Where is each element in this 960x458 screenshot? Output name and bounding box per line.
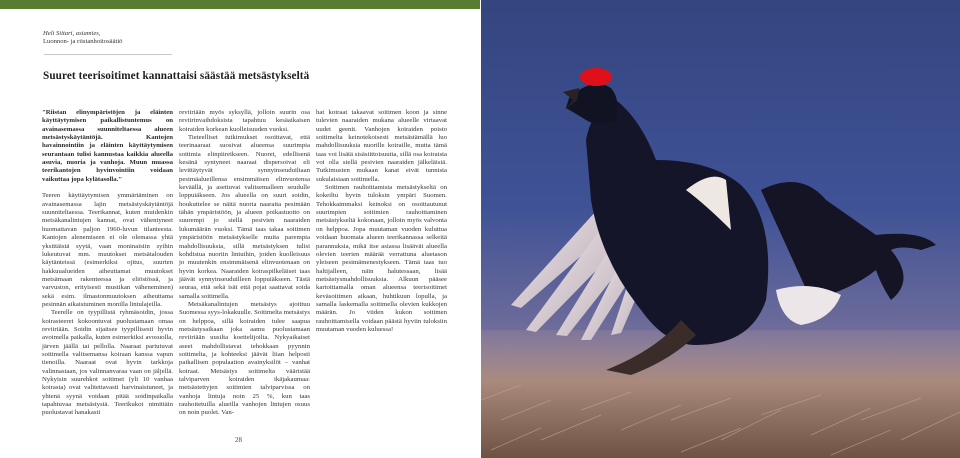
section-color-bar — [0, 0, 480, 9]
paragraph: reviiriään myös syksyllä, jolloin suurin osa reviirinvaihdoksista tapahtuu kesäaikaisen koiraiden korkean kuolleisuuden vuoksi. — [179, 109, 310, 133]
paragraph: Teeren käyttäytymisen ymmärtäminen on avainasemassa lajin metsästyskäytäntöjä suunniteltaessa. Teerikannat, kuten muidenkin metsäkanalintujen kannat, ovat vähentyneet huomattavan paljon 1960-luvun tilanteesta. Kantojen alenemiseen ei ole olemassa yhtä yksittäistä syytä, vaan moninaisiin syihin lukeutuvat mm. muutokset metsätalouden käytänteissä (esimerkiksi ojitus, suurten hakkuualueiden aiheuttamat muutokset metsämaan rakenteessa ja eliöstössä, ja varvuston, erityisesti mustikan väheneminen) sekä esim. ilmastonmuutoksen aiheuttama pesinnän aikaistuminen monilla lintulajeilla. — [42, 192, 173, 308]
author-byline — [43, 30, 122, 47]
red-comb — [580, 68, 612, 86]
paragraph: Teerelle on tyypillistä ryhmäsoidin, jossa koirasteeret kokoontuvat puolustamaan omaa reviiriään. Soidin sijaitsee tyypillisesti hyvin avoimella paikalla, kuten esimerkiksi avosuolla, järven jäällä tai pellolla. Naaraat pariutuvat soitimella valitsemansa koiraan kanssa vapun tienoilla. Naaraat ovat hyvin tarkkoja valinnastaan, jos valinnanvaraa vaan on jäljellä. Nykyisin suurehkot soitimet (yli 10 vanhaa koirasta) ovat valitettavasti harvinaistuneet, ja yhtenä syynä voidaan pitää soidinpaikalla tapahtuvaa metsästystä. Teerikukot nimittäin puolustavat hanakasti — [42, 309, 173, 417]
article-title: Suuret teerisoitimet kannattaisi säästää metsästykseltä — [43, 70, 310, 82]
divider — [44, 54, 172, 55]
author-organization: Luonnon- ja riistanhoitosäätiö — [43, 38, 123, 46]
paragraph: Soitimen rauhoittamista metsästykseltä on kokeiltu hyvin tuloksin ympäri Suomen. Tehokkaimmaksi keinoksi on osoittautunut suurimpien soitimien rauhoittaminen metsästykseltä kokonaan, jolloin myös valvonta on helppoa. Jopa muutaman vuoden kuluttua voidaan huomata alueen teerikannassa selkeitä parannuksia, mikä itse asiassa lisäävät alueella olevien teerien määrää verrattuna aluetason yleiseen pesimämenestykseen. Tämä taas tuo haltijalleen, näin halutessaan, lisää metsästysmahdollisuuksia. Alkuun pääsee kartoittamalla oman alueensa teerisoitimet keväsoitimen aikaan, huhtikuun lopulla, ja samalla laskemalla soitimella olevien kukkojen määrän. Jo viiden kukon soitimen rauhoittamisella voidaan päästä hyviin tuloksiin muutaman vuoden kuluessa! — [316, 184, 447, 333]
author-name: Heli Siitari, asiamies, — [43, 30, 101, 37]
paragraph: Tieteelliset tutkimukset osoittavat, että teerinaaraat suosivat alueensa suurimpia soitimia elinpiireikseen. Nuoret, edellisenä kesänä syntyneet naaraat dispersoivat eli levittäytyvät synnyinseuduiltaan pesimäalueillensa ensimmäisen elinvuotensa keväällä, ja asettuvat valitsemalleen seudulle loppuiäkseen. Jos alueella on suuri soidin, houkuttelee se näitä nuoria naaraita pesimään tähän ympäristöön, ja alueen poikastuotto on suurempi jo siellä pesivien naaraiden lukumäärän vuoksi. Tämä taas takaa soitimen ympäristöön metsästykselle muita parempia mahdollisuuksia, sillä metsästyksen tulisi kohdistua nuoriin lintuihin, joiden kuolleisuus jo muutenkin ensimmäisenä elinvuotenaan on hyvin korkea. Naaraiden koiraspilkeläiset taas jäävät synnyinseuduilleen loppuiäkseen. Tästä seuraa, että sekä isät että pojat saattavat soida samalla soitimella. — [179, 134, 310, 300]
text-column-1 — [42, 109, 173, 418]
text-column-2 — [179, 109, 310, 418]
paragraph: Metsäkanalintujen metsästys ajoittuu Suomessa syys-lokakuulle. Soitimelta metsästys on helppoa, sillä koiraiden tulee saapua metsästysaikaan joka aamu puolustamaan reviiriään uusilta koettelijoilta. Nykyaikaiset aseet mahdollistavat tehokkaan pyynnin soitimelta, ja kohteeksi jäävät liian helposti paikallisen populaation avainyksilöt – vanhat koiraat. Metsästys soitimelta vääristää talviparven koiraiden ikäjakaumaa: metsästettyjen soitimien talviparvissa on vanhoja lintuja noin 25 %, kun taas rauhoitetuilla alueilla vanhojen lintujen osuus on noin puolet. Van- — [179, 300, 310, 417]
pull-quote: "Riistan elinympäristöjen ja eläinten käyttäytymisen paikallistuntemus on avainasemassa suunniteltaessa alueen metsästyskäytäntöjä. Kantojen havainnointiin ja eläinten käyttäytymisen seurantaan tulisi kannustaa kaikkia alueella asuvia, nuoria ja vanhoja. Muun muassa teerikantojen hyvinvointiin voidaan vaikuttaa jopa kylätasolla." — [42, 109, 173, 183]
paragraph: hat koiraat takaavat soitimen koon ja sinne tulevien naaraiden mukana alueelle virtaavat uudet geenit. Vanhojen koiraiden poisto soitimelta keinotekoisesti metsästämällä luo mahdollisuuksia nuorille koiraille, mutta tämä taas voi lisätä sisäsiittoisuutta, sillä osa koiraista voi olla siellä pesivien naaraiden jälkeläisiä. Tutkimusten mukaan kanat eivät tunnista sukulaisiaan soitimella. — [316, 109, 447, 183]
text-column-3 — [316, 109, 447, 334]
page-number: 28 — [235, 436, 242, 444]
black-grouse-photo — [481, 0, 960, 458]
